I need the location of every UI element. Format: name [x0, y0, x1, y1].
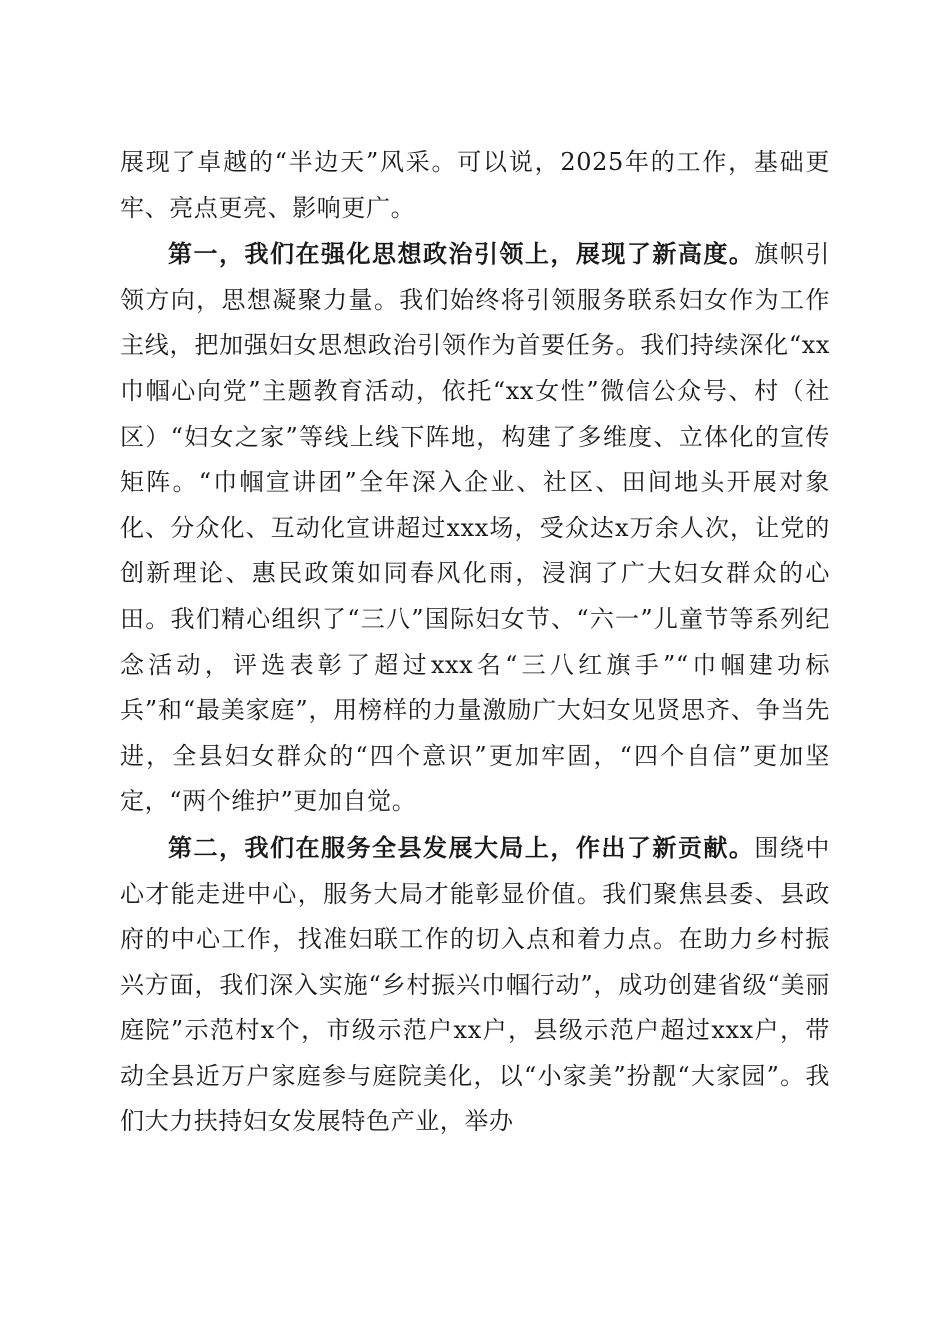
paragraph-first-point: [120, 231, 830, 825]
paragraph-continuation: [120, 140, 830, 231]
paragraph-text: 旗帜引领方向，思想凝聚力量。我们始终将引领服务联系妇女作为工作主线，把加强妇女思想政治引领作为首要任务。我们持续深化“xx巾帼心向党”主题教育活动，依托“xx女性”微信公众号、村（社区）“妇女之家”等线上线下阵地，构建了多维度、立体化的宣传矩阵。“巾帼宣讲团”全年深入企业、社区、田间地头开展对象化、分众化、互动化宣讲超过xxx场，受众达x万余人次，让党的创新理论、惠民政策如同春风化雨，浸润了广大妇女群众的心田。我们精心组织了“三八”国际妇女节、“六一”儿童节等系列纪念活动，评选表彰了超过xxx名“三八红旗手”“巾帼建功标兵”和“最美家庭”，用榜样的力量激励广大妇女见贤思齐、争当先进，全县妇女群众的“四个意识”更加牢固，“四个自信”更加坚定，“两个维护”更加自觉。: [120, 240, 830, 816]
document-body: [120, 140, 830, 1145]
paragraph-lead: 第二，我们在服务全县发展大局上，作出了新贡献。: [168, 832, 755, 862]
paragraph-lead: 第一，我们在强化思想政治引领上，展现了新高度。: [168, 239, 755, 269]
paragraph-second-point: [120, 825, 830, 1145]
paragraph-text: 展现了卓越的“半边天”风采。可以说，2025年的工作，基础更牢、亮点更亮、影响更广。: [120, 148, 830, 222]
paragraph-text: 围绕中心才能走进中心，服务大局才能彰显价值。我们聚焦县委、县政府的中心工作，找准妇联工作的切入点和着力点。在助力乡村振兴方面，我们深入实施“乡村振兴巾帼行动”，成功创建省级“美丽庭院”示范村x个，市级示范户xx户，县级示范户超过xxx户，带动全县近万户家庭参与庭院美化，以“小家美”扮靓“大家园”。我们大力扶持妇女发展特色产业，举办: [120, 833, 830, 1136]
